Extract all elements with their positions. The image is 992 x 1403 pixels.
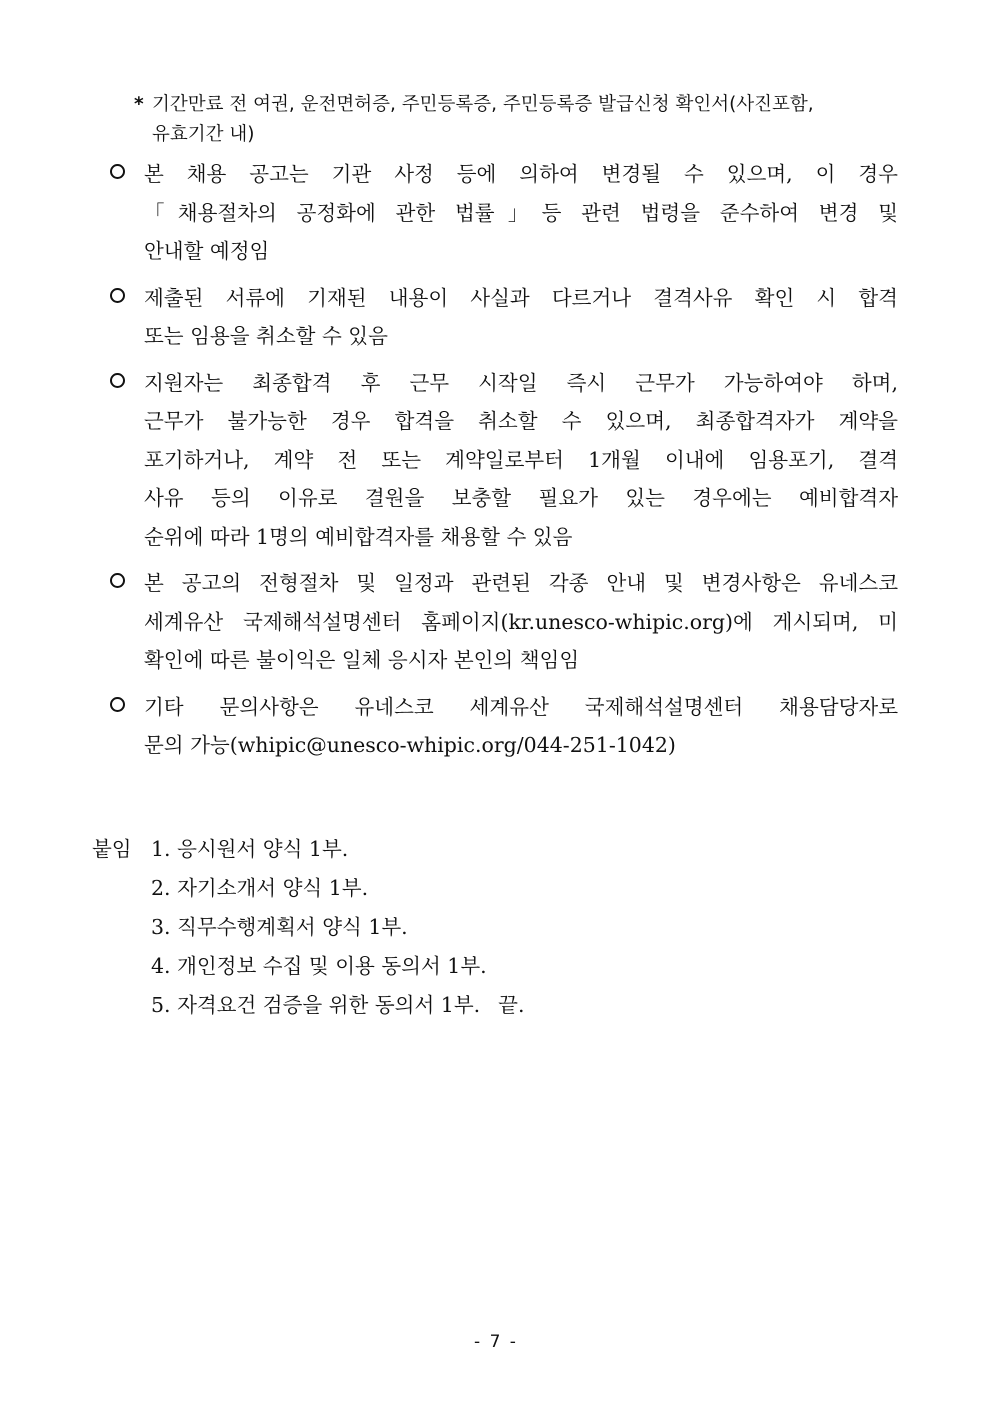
notice-line: 순위에 따라 1명의 예비합격자를 채용할 수 있음 [144, 524, 573, 549]
page-number: - 7 - [474, 1332, 518, 1352]
note-line: 유효기간 내) [152, 124, 255, 145]
notice-line: 사유 등의 이유로 결원을 보충할 필요가 있는 경우에는 예비합격자 [144, 486, 898, 510]
note-marker: * [134, 94, 144, 115]
attachment-row [92, 830, 692, 869]
attachment-row [92, 908, 692, 947]
attachments-label: 붙임 [92, 837, 132, 861]
notice-line: 제출된 서류에 기재된 내용이 사실과 다르거나 결격사유 확인 시 합격 [144, 285, 898, 310]
attachment-item: 4. 개인정보 수집 및 이용 동의서 1부. [151, 954, 487, 978]
attachment-row [92, 986, 692, 1025]
notice-line: 또는 임용을 취소할 수 있음 [144, 324, 388, 348]
attachment-row [92, 947, 692, 986]
notice-line: 근무가 불가능한 경우 합격을 취소할 수 있으며, 최종합격자가 계약을 [144, 409, 898, 433]
note-line: 기간만료 전 여권, 운전면허증, 주민등록증, 주민등록증 발급신청 확인서(사진포함, [152, 94, 814, 115]
hollow-circle-bullet-icon [110, 164, 125, 179]
attachment-item: 2. 자기소개서 양식 1부. [151, 876, 369, 900]
notice-item-start-work [108, 364, 898, 557]
notice-line: 안내할 예정임 [144, 239, 270, 263]
end-mark: 끝. [498, 993, 525, 1017]
notice-item-contact [108, 688, 898, 765]
notice-list [108, 155, 898, 773]
notice-line: 확인에 따른 불이익은 일체 응시자 본인의 책임임 [144, 648, 580, 672]
notice-line: 포기하거나, 계약 전 또는 계약일로부터 1개월 이내에 임용포기, 결격 [144, 447, 898, 472]
hollow-circle-bullet-icon [110, 697, 125, 712]
attachment-item: 1. 응시원서 양식 1부. [151, 837, 349, 861]
attachment-item-last [151, 986, 524, 1025]
notice-line: 본 채용 공고는 기관 사정 등에 의하여 변경될 수 있으며, 이 경우 [144, 162, 898, 186]
notice-item-cancellation [108, 279, 898, 356]
notice-line: 지원자는 최종합격 후 근무 시작일 즉시 근무가 가능하여야 하며, [144, 370, 898, 395]
attachments-list [92, 830, 692, 1025]
attachment-item-text: 5. 자격요건 검증을 위한 동의서 1부. [151, 993, 481, 1017]
hollow-circle-bullet-icon [110, 373, 125, 388]
notice-line: 「채용절차의 공정화에 관한 법률」등 관련 법령을 준수하여 변경 및 [144, 200, 898, 225]
id-document-note [134, 90, 912, 150]
notice-line: 본 공고의 전형절차 및 일정과 관련된 각종 안내 및 변경사항은 유네스코 [144, 571, 898, 595]
hollow-circle-bullet-icon [110, 573, 125, 588]
hollow-circle-bullet-icon [110, 288, 125, 303]
attachment-row [92, 869, 692, 908]
notice-line: 기타 문의사항은 유네스코 세계유산 국제해석설명센터 채용담당자로 [144, 694, 898, 719]
notice-item-change [108, 155, 898, 271]
notice-item-homepage [108, 564, 898, 680]
notice-line: 문의 가능(whipic@unesco-whipic.org/044-251-1042) [144, 733, 676, 757]
attachment-item: 3. 직무수행계획서 양식 1부. [151, 915, 408, 939]
notice-line: 세계유산 국제해석설명센터 홈페이지(kr.unesco-whipic.org)에 게시되며, 미 [144, 609, 898, 634]
